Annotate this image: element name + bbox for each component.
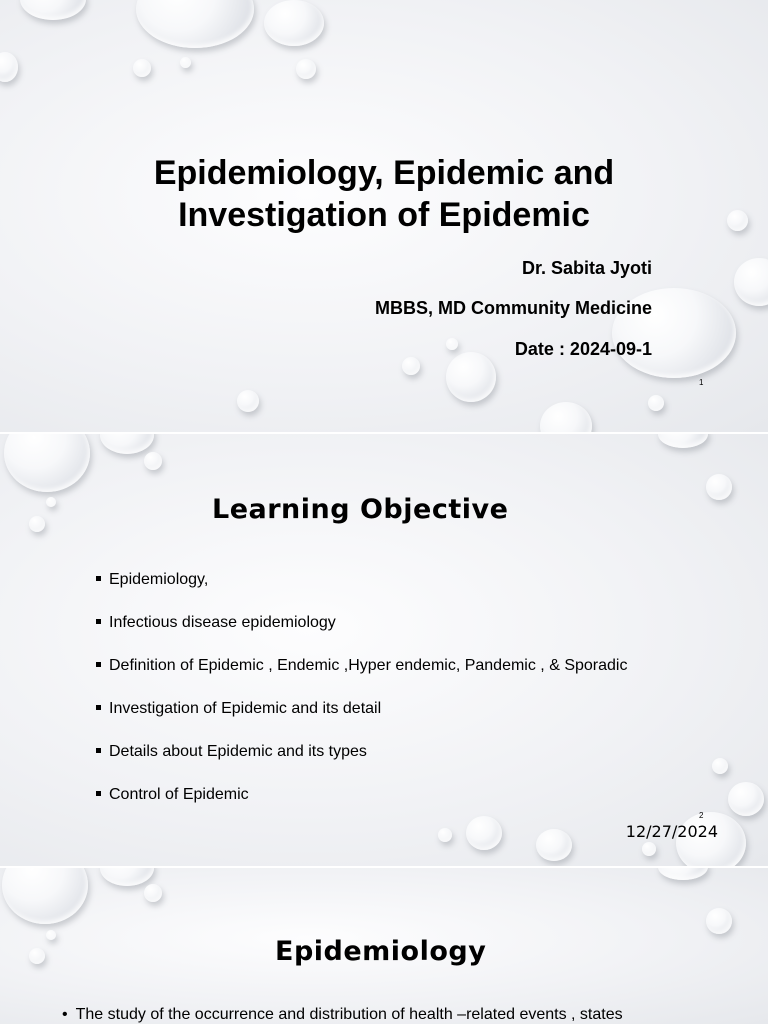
list-item (96, 699, 627, 742)
title-slide (0, 0, 768, 432)
water-drop-decoration (438, 828, 452, 842)
water-drop-decoration (728, 782, 764, 816)
list-item-text: Definition of Epidemic , Endemic ,Hyper endemic, Pandemic , & Sporadic (109, 657, 628, 674)
epidemiology-slide (0, 868, 768, 1024)
list-item (96, 742, 627, 785)
water-drop-decoration (29, 948, 45, 964)
water-drop-decoration (536, 829, 572, 861)
square-bullet-icon (96, 748, 101, 753)
title-line-1: Epidemiology, Epidemic and (153, 154, 615, 192)
water-drop-decoration (296, 59, 316, 79)
list-item-text: Epidemiology, (109, 571, 209, 588)
water-drop-decoration (648, 395, 664, 411)
list-item (96, 570, 627, 613)
water-drop-decoration (2, 868, 88, 924)
square-bullet-icon (96, 576, 101, 581)
slide-heading: Learning Objective (212, 494, 509, 525)
list-item-text: Infectious disease epidemiology (109, 614, 336, 631)
title-line-2: Investigation of Epidemic (178, 196, 590, 234)
water-drop-decoration (29, 516, 45, 532)
objectives-list (96, 570, 627, 828)
water-drop-decoration (727, 210, 748, 231)
water-drop-decoration (4, 434, 90, 492)
water-drop-decoration (46, 930, 56, 940)
water-drop-decoration (658, 868, 708, 880)
water-drop-decoration (46, 497, 56, 507)
list-item (96, 613, 627, 656)
water-drop-decoration (264, 0, 324, 46)
slide-date: 12/27/2024 (625, 822, 718, 841)
list-item (62, 1006, 623, 1024)
list-item-text: Details about Epidemic and its types (109, 743, 367, 760)
water-drop-decoration (706, 908, 732, 934)
water-drop-decoration (642, 842, 656, 856)
list-item (96, 656, 627, 699)
water-drop-decoration (446, 338, 458, 350)
water-drop-decoration (144, 884, 162, 902)
water-drop-decoration (446, 352, 496, 402)
list-item-text: Control of Epidemic (109, 786, 249, 803)
author-qualification: MBBS, MD Community Medicine (374, 298, 652, 318)
bullet-dot-icon: • (62, 1006, 68, 1023)
water-drop-decoration (734, 258, 768, 306)
water-drop-decoration (180, 57, 191, 68)
water-drop-decoration (712, 758, 728, 774)
slide-title (100, 152, 668, 236)
slide-number: 1 (699, 378, 704, 387)
water-drop-decoration (20, 0, 86, 20)
water-drop-decoration (136, 0, 254, 48)
learning-objective-slide (0, 434, 768, 866)
square-bullet-icon (96, 662, 101, 667)
square-bullet-icon (96, 619, 101, 624)
water-drop-decoration (540, 402, 592, 432)
water-drop-decoration (237, 390, 259, 412)
list-item-text: Investigation of Epidemic and its detail (109, 700, 382, 717)
water-drop-decoration (100, 868, 154, 886)
water-drop-decoration (658, 434, 708, 448)
square-bullet-icon (96, 705, 101, 710)
water-drop-decoration (144, 452, 162, 470)
list-item (96, 785, 627, 828)
list-item-text: The study of the occurrence and distribution of health –related events , states (75, 1006, 623, 1023)
slide-number: 2 (699, 811, 704, 820)
square-bullet-icon (96, 791, 101, 796)
water-drop-decoration (100, 434, 154, 454)
water-drop-decoration (0, 52, 18, 82)
water-drop-decoration (402, 357, 420, 375)
author-name: Dr. Sabita Jyoti (521, 258, 652, 278)
water-drop-decoration (133, 59, 151, 77)
water-drop-decoration (706, 474, 732, 500)
presentation-date: Date : 2024-09-1 (514, 339, 652, 359)
slide-heading: Epidemiology (275, 936, 487, 967)
